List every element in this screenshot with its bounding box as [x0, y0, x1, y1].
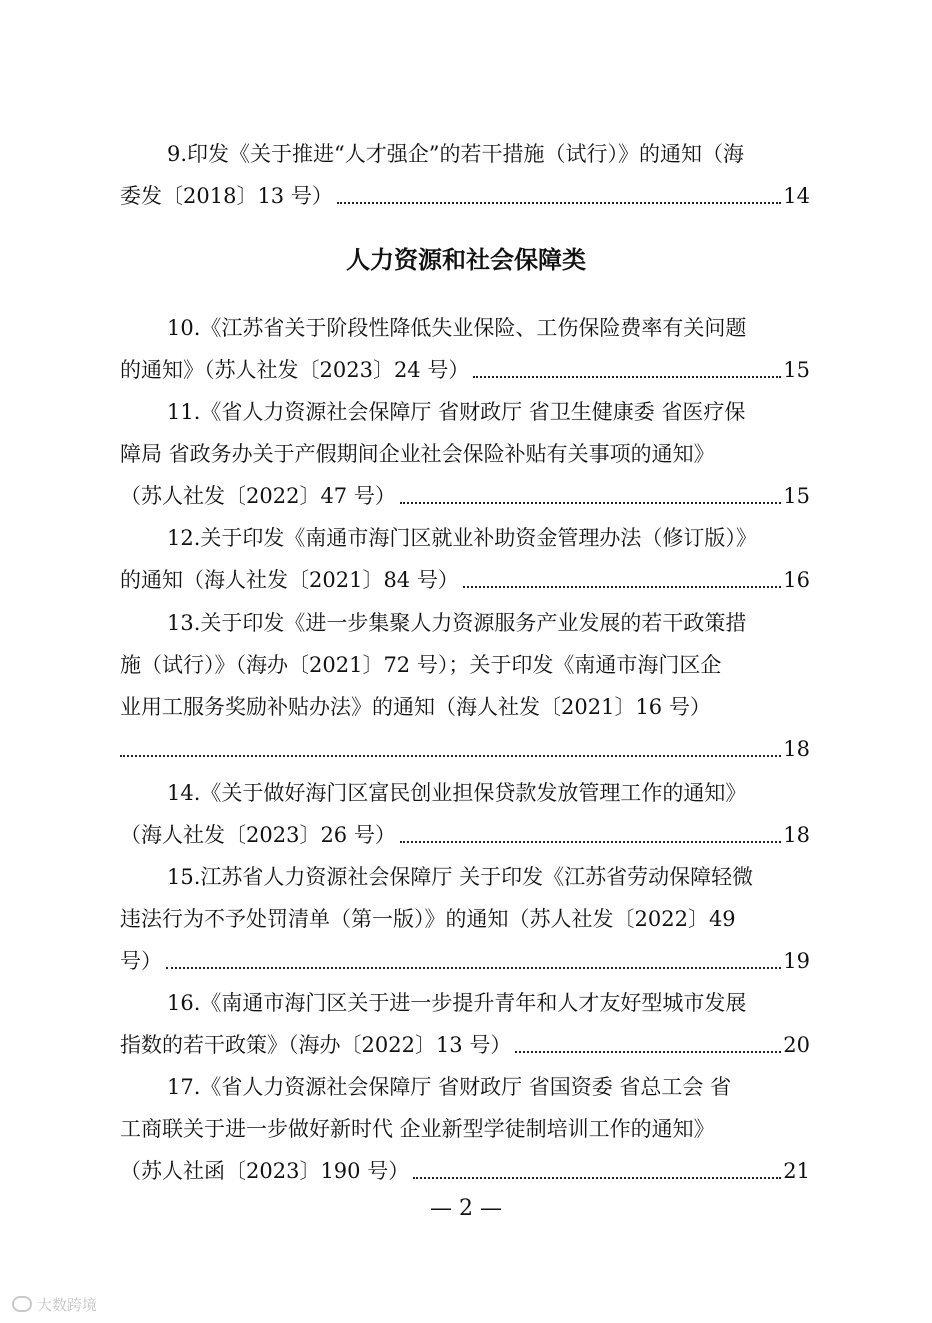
- toc-entry-17-line-2: 工商联关于进一步做好新时代 企业新型学徒制培训工作的通知》: [120, 1117, 715, 1141]
- toc-entry-10-page: 15: [783, 358, 810, 382]
- toc-dot-leader: [166, 966, 781, 969]
- toc-entry-13-line-3: 业用工服务奖励补贴办法》的通知（海人社发〔2021〕16 号）: [120, 695, 711, 719]
- toc-dot-leader: [413, 1176, 781, 1179]
- toc-entry-15-page: 19: [783, 949, 810, 973]
- toc-entry-13-page: 18: [783, 737, 810, 761]
- toc-dot-leader: [515, 1050, 781, 1053]
- toc-entry-17-line-1: 17.《省人力资源社会保障厅 省财政厅 省国资委 省总工会 省: [167, 1075, 732, 1099]
- toc-entry-17-tail: （苏人社函〔2023〕190 号）: [120, 1159, 410, 1183]
- toc-dot-leader: [463, 585, 781, 588]
- toc-entry-11-last-line: [120, 479, 810, 513]
- toc-entry-14-line-1: 14.《关于做好海门区富民创业担保贷款发放管理工作的通知》: [167, 781, 747, 805]
- toc-entry-15-line-2: 违法行为不予处罚清单（第一版）》的通知（苏人社发〔2022〕49: [120, 907, 736, 931]
- toc-entry-17-page: 21: [783, 1159, 810, 1183]
- toc-dot-leader: [400, 501, 781, 504]
- toc-entry-12-last-line: [120, 563, 810, 597]
- toc-entry-9-line-1: 9.印发《关于推进“人才强企”的若干措施（试行）》的通知（海: [167, 142, 745, 166]
- toc-entry-9-tail: 委发〔2018〕13 号）: [120, 184, 333, 208]
- toc-entry-15-last-line: [120, 944, 810, 978]
- toc-entry-10-line-1: 10.《江苏省关于阶段性降低失业保险、工伤保险费率有关问题: [167, 316, 747, 340]
- toc-entry-9-last-line: [120, 179, 810, 213]
- page-number: — 2 —: [430, 1196, 502, 1221]
- toc-entry-14-page: 18: [783, 823, 810, 847]
- toc-entry-11-line-1: 11.《省人力资源社会保障厅 省财政厅 省卫生健康委 省医疗保: [167, 400, 746, 424]
- toc-entry-13-line-2: 施（试行）》（海办〔2021〕72 号）；关于印发《南通市海门区企: [120, 653, 722, 677]
- toc-entry-15-line-1: 15.江苏省人力资源社会保障厅 关于印发《江苏省劳动保障轻微: [167, 865, 754, 889]
- toc-entry-13-line-1: 13.关于印发《进一步集聚人力资源服务产业发展的若干政策措: [167, 611, 747, 635]
- toc-entry-12-tail: 的通知（海人社发〔2021〕84 号）: [120, 568, 459, 592]
- toc-entry-12-line-1: 12.关于印发《南通市海门区就业补助资金管理办法（修订版）》: [167, 526, 757, 550]
- toc-dot-leader: [337, 201, 781, 204]
- toc-entry-14-tail: （海人社发〔2023〕26 号）: [120, 823, 396, 847]
- toc-dot-leader: [120, 754, 781, 757]
- section-heading: 人力资源和社会保障类: [346, 245, 586, 274]
- toc-entry-12-page: 16: [783, 568, 810, 592]
- watermark-text: 大数跨境: [37, 1295, 98, 1314]
- watermark: [12, 1293, 97, 1315]
- toc-dot-leader: [400, 840, 781, 843]
- toc-entry-17-last-line: [120, 1154, 810, 1188]
- toc-entry-15-tail: 号）: [120, 949, 162, 973]
- toc-entry-16-page: 20: [783, 1033, 810, 1057]
- toc-entry-11-line-2: 障局 省政务办关于产假期间企业社会保险补贴有关事项的通知》: [120, 442, 715, 466]
- toc-entry-16-tail: 指数的若干政策》（海办〔2022〕13 号）: [120, 1033, 512, 1057]
- toc-entry-11-tail: （苏人社发〔2022〕47 号）: [120, 484, 396, 508]
- toc-entry-10-last-line: [120, 353, 810, 387]
- toc-entry-14-last-line: [120, 818, 810, 852]
- toc-dot-leader: [473, 375, 781, 378]
- toc-entry-11-page: 15: [783, 484, 810, 508]
- watermark-logo-icon: [12, 1296, 32, 1312]
- toc-entry-16-line-1: 16.《南通市海门区关于进一步提升青年和人才友好型城市发展: [167, 991, 747, 1015]
- toc-entry-9-page: 14: [783, 184, 810, 208]
- toc-entry-10-tail: 的通知》（苏人社发〔2023〕24 号）: [120, 358, 470, 382]
- toc-entry-16-last-line: [120, 1028, 810, 1062]
- toc-entry-13-last-line: [120, 732, 810, 766]
